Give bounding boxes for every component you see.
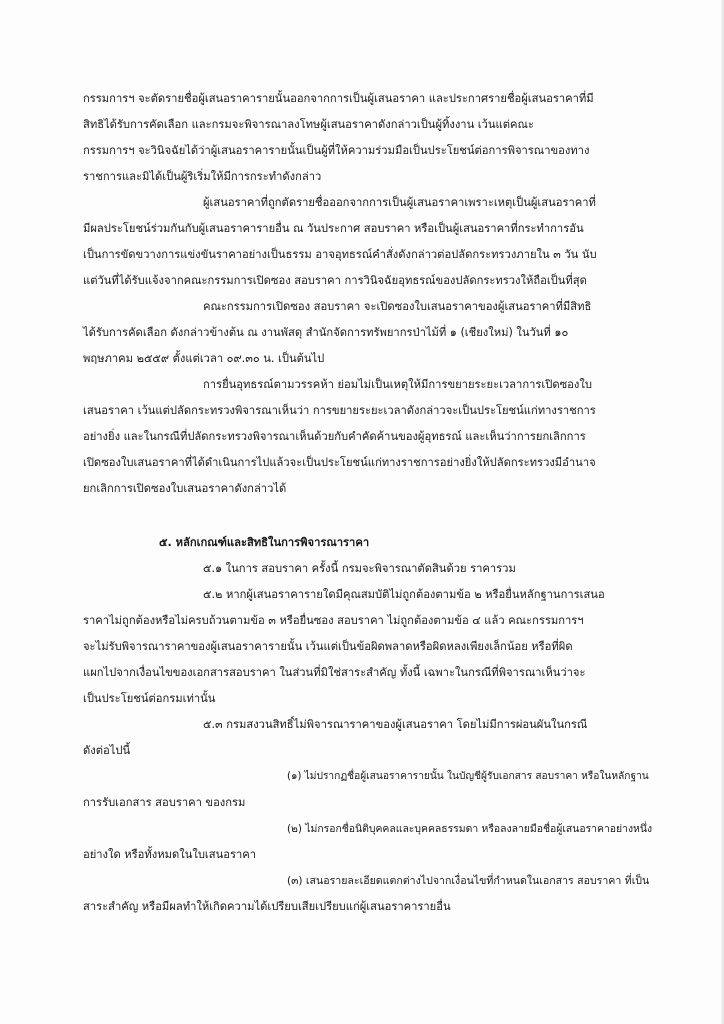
paragraph-line: กรรมการฯ จะวินิจฉัยได้ว่าผู้เสนอราคารายนั้นเป็นผู้ที่ให้ความร่วมมือเป็นประโยชน์ต่อการพิจารณาของทาง <box>83 144 590 157</box>
paragraph-line: ๕.๓ กรมสงวนสิทธิ์ไม่พิจารณาราคาของผู้เสนอราคา โดยไม่มีการผ่อนผันในกรณี <box>203 718 588 731</box>
paragraph-line: กรรมการฯ จะตัดรายชื่อผู้เสนอราคารายนั้นออกจากการเป็นผู้เสนอราคา และประกาศรายชื่อผู้เสนอราคาที่มี <box>83 92 594 105</box>
paragraph-line: อย่างยิ่ง และในกรณีที่ปลัดกระทรวงพิจารณาเห็นด้วยกับคำคัดค้านของผู้อุทธรณ์ และเห็นว่าการยกเลิกการ <box>83 430 586 443</box>
paragraph-line: ได้รับการคัดเลือก ดังกล่าวข้างต้น ณ งานพัสดุ สำนักจัดการทรัพยากรป่าไม้ที่ ๑ (เชียงใหม่) ในวันที่ ๑๐ <box>83 326 569 339</box>
paragraph-line: คณะกรรมการเปิดซอง สอบราคา จะเปิดซองใบเสนอราคาของผู้เสนอราคาที่มีสิทธิ <box>203 300 592 313</box>
paragraph-line: เสนอราคา เว้นแต่ปลัดกระทรวงพิจารณาเห็นว่า การขยายระยะเวลาดังกล่าวจะเป็นประโยชน์แก่ทางราชการ <box>83 404 596 417</box>
paragraph-line: เป็นประโยชน์ต่อกรมเท่านั้น <box>83 692 216 705</box>
paragraph-line: แต่วันที่ได้รับแจ้งจากคณะกรรมการเปิดซอง สอบราคา การวินิจฉัยอุทธรณ์ของปลัดกระทรวงให้ถือเป็นที่สุด <box>83 274 587 287</box>
list-item-line: (๑) ไม่ปรากฏชื่อผู้เสนอราคารายนั้น ในบัญชีผู้รับเอกสาร สอบราคา หรือในหลักฐาน <box>287 771 649 782</box>
list-item-line: (๓) เสนอรายละเอียดแตกต่างไปจากเงื่อนไขที่กำหนดในเอกสาร สอบราคา ที่เป็น <box>287 875 650 887</box>
paragraph-line: ราคาไม่ถูกต้องหรือไม่ครบถ้วนตามข้อ ๓ หรือยื่นซอง สอบราคา ไม่ถูกต้องตามข้อ ๔ แล้ว คณะกรรมการฯ <box>83 614 584 627</box>
paragraph-line: แผกไปจากเงื่อนไขของเอกสารสอบราคา ในส่วนที่มิใช่สาระสำคัญ ทั้งนี้ เฉพาะในกรณีที่พิจารณาเห็นว่าจะ <box>83 666 586 679</box>
paragraph-line: เปิดซองใบเสนอราคาที่ได้ดำเนินการไปแล้วจะเป็นประโยชน์แก่ทางราชการอย่างยิ่งให้ปลัดกระทรวงมีอำนาจ <box>83 456 596 469</box>
paragraph-line: ผู้เสนอราคาที่ถูกตัดรายชื่อออกจากการเป็นผู้เสนอราคาเพราะเหตุเป็นผู้เสนอราคาที่ <box>203 196 596 209</box>
list-item-line: อย่างใด หรือทั้งหมดในใบเสนอราคา <box>83 848 257 861</box>
paragraph-line: สิทธิได้รับการคัดเลือก และกรมจะพิจารณาลงโทษผู้เสนอราคาดังกล่าวเป็นผู้ทิ้งงาน เว้นแต่คณะ <box>83 118 534 131</box>
paragraph-line: จะไม่รับพิจารณาราคาของผู้เสนอราคารายนั้น เว้นแต่เป็นข้อผิดพลาดหรือผิดหลงเพียงเล็กน้อย หรือที่ผิด <box>83 640 573 653</box>
list-item-line: สาระสำคัญ หรือมีผลทำให้เกิดความได้เปรียบเสียเปรียบแก่ผู้เสนอราคารายอื่น <box>83 900 451 913</box>
paragraph-line: ๕.๑ ในการ สอบราคา ครั้งนี้ กรมจะพิจารณาตัดสินด้วย ราคารวม <box>203 562 516 575</box>
paragraph-line: ๕.๒ หากผู้เสนอราคารายใดมีคุณสมบัติไม่ถูกต้องตามข้อ ๒ หรือยื่นหลักฐานการเสนอ <box>203 588 605 601</box>
paragraph-line: ดังต่อไปนี้ <box>83 744 131 757</box>
paragraph-line: ยกเลิกการเปิดซองใบเสนอราคาดังกล่าวได้ <box>83 482 287 495</box>
list-item-line: (๒) ไม่กรอกชื่อนิติบุคคลและบุคคลธรรมดา หรือลงลายมือชื่อผู้เสนอราคาอย่างหนึ่ง <box>287 823 653 835</box>
paragraph-line: ราชการและมิได้เป็นผู้ริเริ่มให้มีการกระทำดังกล่าว <box>83 170 322 183</box>
list-item-line: การรับเอกสาร สอบราคา ของกรม <box>83 796 246 809</box>
paragraph-line: พฤษภาคม ๒๕๕๙ ตั้งแต่เวลา ๐๙.๓๐ น. เป็นต้นไป <box>83 352 325 365</box>
paragraph-line: การยื่นอุทธรณ์ตามวรรคห้า ย่อมไม่เป็นเหตุให้มีการขยายระยะเวลาการเปิดซองใบ <box>203 378 592 391</box>
paragraph-line: เป็นการขัดขวางการแข่งขันราคาอย่างเป็นธรรม อาจอุทธรณ์คำสั่งดังกล่าวต่อปลัดกระทรวงภายใน ๓ วัน นับ <box>83 248 597 261</box>
section-heading: ๕. หลักเกณฑ์และสิทธิในการพิจารณาราคา <box>159 536 370 549</box>
paragraph-line: มีผลประโยชน์ร่วมกันกับผู้เสนอราคารายอื่น ณ วันประกาศ สอบราคา หรือเป็นผู้เสนอราคาที่กระทำการอัน <box>83 222 584 235</box>
